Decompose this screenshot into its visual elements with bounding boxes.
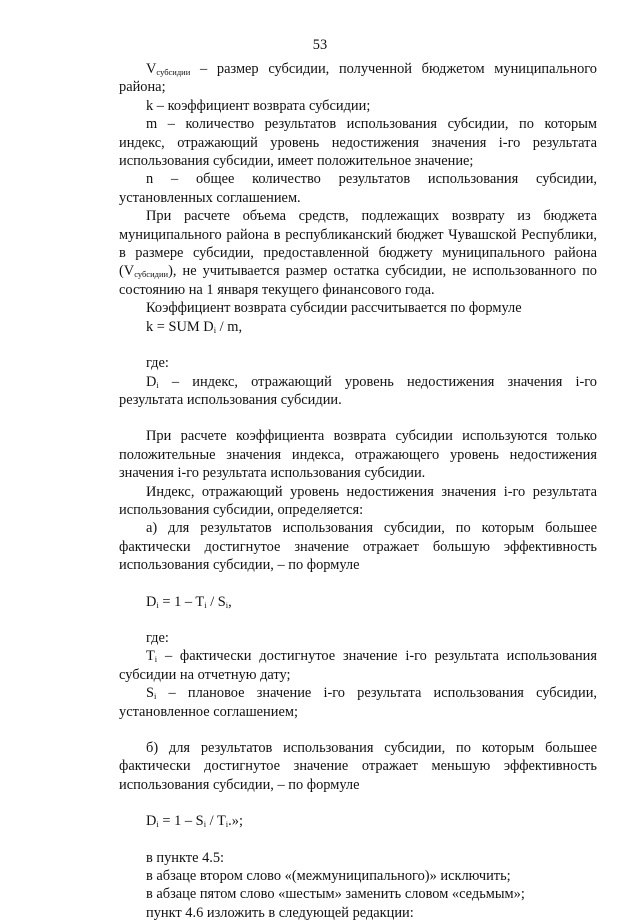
si-definition: $S_i$ – плановое значение i-го результата использования субсидии, установленное соглашением;: [119, 685, 597, 720]
where-label: где:: [146, 355, 169, 372]
formula-k: k = SUM $D_i$ / m,: [146, 318, 243, 335]
document-body: [119, 60, 597, 922]
positive-values-paragraph: При расчете коэффициента возврата субсидии используются только положительные значения индекса, отражающего уровень недостижения значения i-го результата использования субсидии.: [119, 428, 597, 482]
coefficient-intro: Коэффициент возврата субсидии рассчитывается по формуле: [146, 300, 522, 317]
case-b-paragraph: б) для результатов использования субсидии, по которым большее фактически достигнутое значение отражает меньшую эффективность использования субсидии, – по формуле: [119, 740, 597, 793]
page-number: 53: [312, 37, 328, 53]
spacer: [119, 336, 597, 354]
calculation-paragraph: При расчете объема средств, подлежащих возврату из бюджета муниципального района в республиканский бюджет Чувашской Республики, в размере субсидии, предоставленной бюджету муниципального района $(V_{субсидии})$, не учитывается размер остатка субсидии, не использованного по состоянию на 1 января текущего финансового года.: [119, 208, 597, 298]
ti-definition: $T_i$ – фактически достигнутое значение i-го результата использования субсидии на отчетную дату;: [119, 648, 597, 683]
spacer: [119, 831, 597, 849]
di-definition: $D_i$ – индекс, отражающий уровень недостижения значения i-го результата использования субсидии.: [119, 373, 597, 408]
v-subsidy-definition: $V_{субсидии}$ – размер субсидии, полученной бюджетом муниципального района;: [119, 61, 597, 96]
index-definition: Индекс, отражающий уровень недостижения значения i-го результата использования субсидии, определяется:: [119, 483, 597, 518]
paragraph-second-change: в абзаце втором слово «(межмуниципального)» исключить;: [146, 868, 511, 885]
paragraph-fifth-change: в абзаце пятом слово «шестым» заменить словом «седьмым»;: [146, 886, 525, 903]
spacer: [119, 611, 597, 629]
spacer: [119, 721, 597, 739]
spacer: [119, 409, 597, 427]
formula-a: $D_i = 1 - T_i / S_i$,: [146, 593, 232, 610]
spacer: [119, 575, 597, 593]
where-label: где:: [146, 629, 169, 646]
k-definition: k – коэффициент возврата субсидии;: [146, 97, 371, 114]
formula-b: $D_i = 1 - S_i / T_i$.»;: [146, 813, 243, 830]
n-definition: n – общее количество результатов использования субсидии, установленных соглашением.: [119, 171, 597, 206]
case-a-paragraph: а) для результатов использования субсидии, по которым большее фактически достигнутое значение отражает большую эффективность использования субсидии, – по формуле: [119, 520, 597, 574]
spacer: [119, 794, 597, 812]
item-4-6: пункт 4.6 изложить в следующей редакции:: [146, 904, 414, 921]
m-definition: m – количество результатов использования субсидии, по которым индекс, отражающий уровень недостижения значения i-го результата использования субсидии, имеет положительное значение;: [119, 116, 597, 170]
item-4-5: в пункте 4.5:: [146, 849, 225, 866]
